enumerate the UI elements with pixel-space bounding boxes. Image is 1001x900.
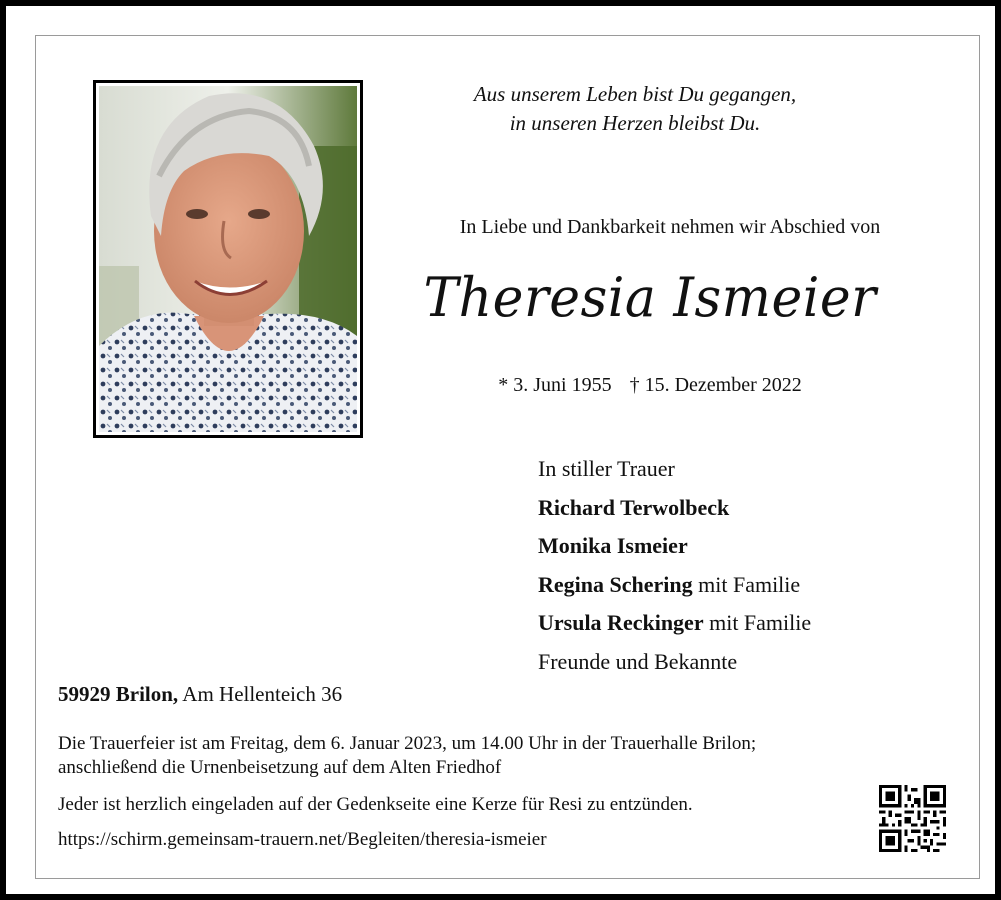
birth-date: * 3. Juni 1955 bbox=[498, 374, 612, 396]
mourner-suffix: mit Familie bbox=[698, 571, 801, 597]
quote-line-1: Aus unserem Leben bist Du gegangen, bbox=[473, 82, 797, 106]
mourner-item bbox=[538, 489, 811, 528]
portrait-photo bbox=[93, 80, 363, 438]
mourner-name: Monika Ismeier bbox=[538, 533, 688, 558]
memorial-page-link[interactable]: https://schirm.gemeinsam-trauern.net/Begleiten/theresia-ismeier bbox=[58, 829, 547, 850]
farewell-intro: In Liebe und Dankbarkeit nehmen wir Abschied von bbox=[459, 216, 881, 238]
mourner-name: Ursula Reckinger bbox=[538, 610, 704, 635]
candle-invitation: Jeder ist herzlich eingeladen auf der Gedenkseite eine Kerze für Resi zu entzünden. bbox=[58, 794, 693, 815]
mourner-name: Regina Schering bbox=[538, 571, 693, 597]
mourner-item bbox=[538, 527, 811, 566]
ceremony-line-1: Die Trauerfeier ist am Freitag, dem 6. Januar 2023, um 14.00 Uhr in der Trauerhalle Brilon; bbox=[58, 733, 757, 754]
mourners-closing: Freunde und Bekannte bbox=[538, 648, 738, 674]
ceremony-info bbox=[58, 732, 858, 780]
family-address bbox=[58, 682, 342, 707]
deceased-name: Theresia Ismeier bbox=[423, 266, 877, 330]
qr-code-icon[interactable] bbox=[879, 785, 946, 852]
death-date: † 15. Dezember 2022 bbox=[629, 374, 802, 396]
quote-line-2: in unseren Herzen bleibst Du. bbox=[509, 111, 761, 135]
life-dates bbox=[400, 374, 900, 397]
address-street: Am Hellenteich 36 bbox=[182, 682, 343, 706]
address-city: 59929 Brilon, bbox=[58, 682, 179, 706]
mourners-heading: In stiller Trauer bbox=[538, 456, 675, 481]
mourner-suffix: mit Familie bbox=[709, 610, 812, 635]
memorial-quote bbox=[420, 80, 850, 138]
mourner-item bbox=[538, 566, 811, 605]
mourners-list bbox=[538, 450, 811, 681]
mourner-item bbox=[538, 604, 811, 643]
ceremony-line-2: anschließend die Urnenbeisetzung auf dem Alten Friedhof bbox=[58, 757, 502, 778]
mourner-name: Richard Terwolbeck bbox=[538, 494, 730, 520]
